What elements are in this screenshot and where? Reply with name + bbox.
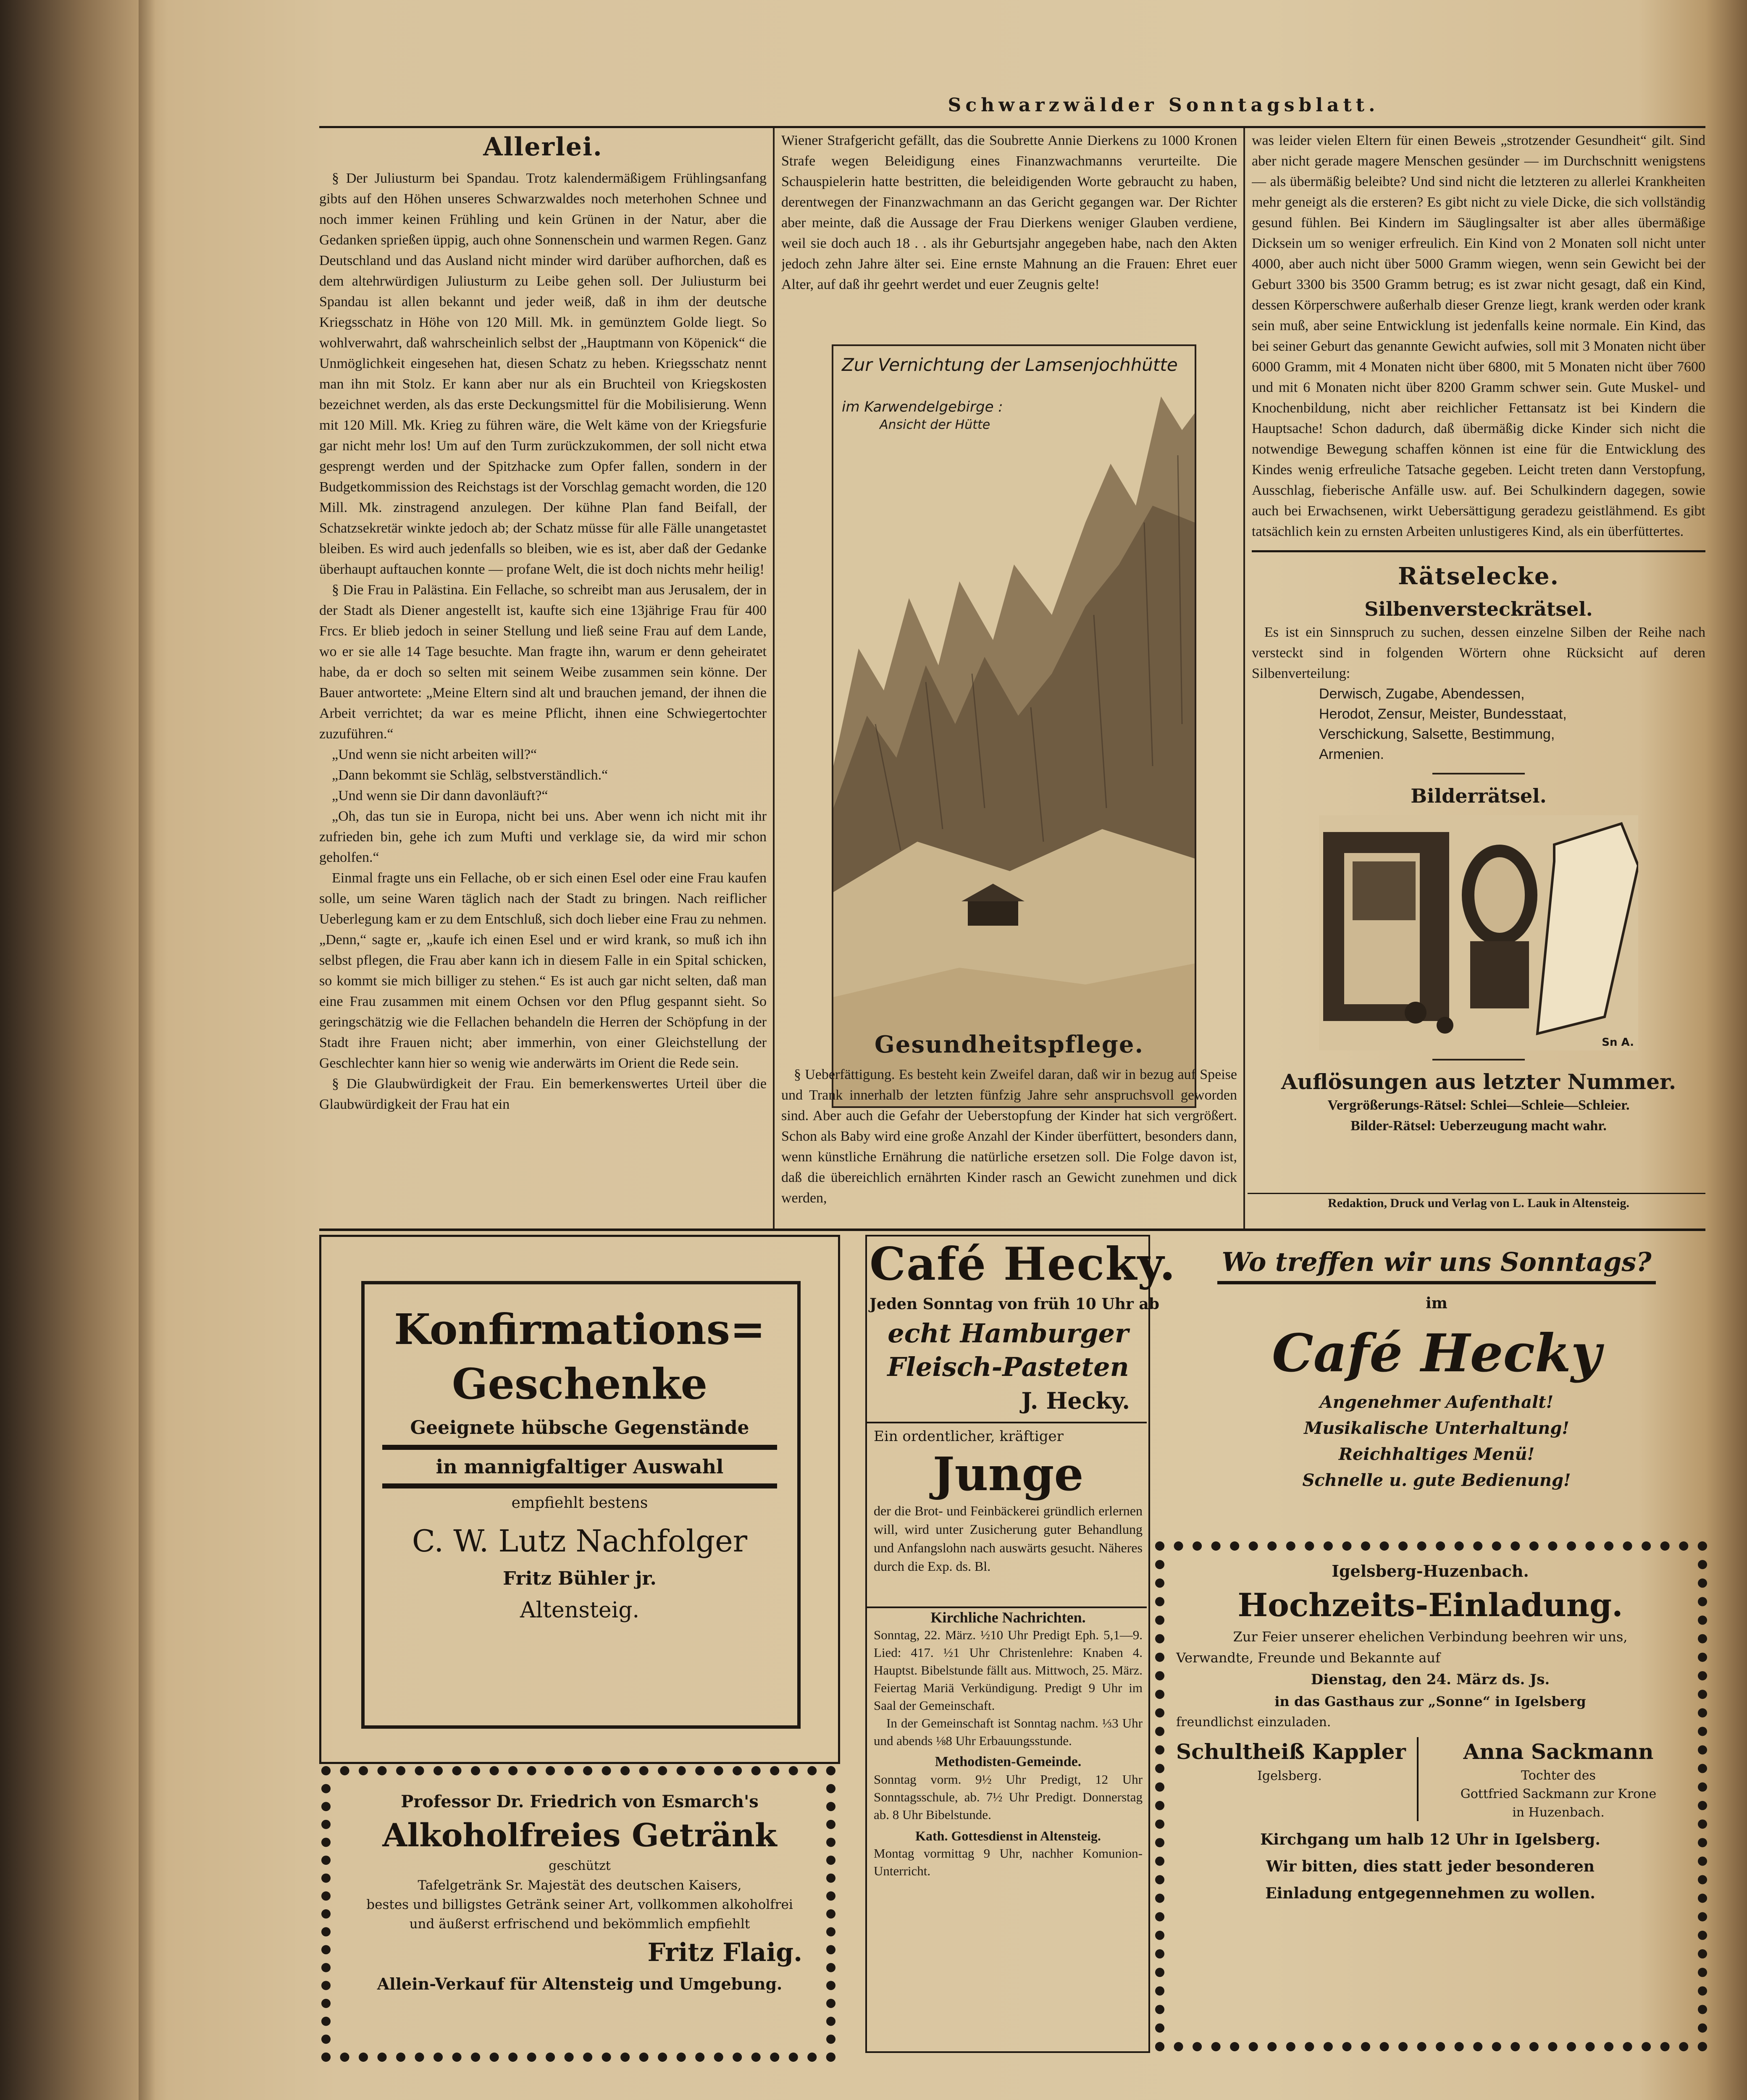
ad-alkohol-line6: und äußerst erfrischend und bekömmlich empfiehlt xyxy=(409,1916,750,1932)
ad-junge-line3: der die Brot- und Feinbäckerei gründlich erlernen will, wird unter Zusicherung guter Behandlung und Anfangslohn nach auswärts gesucht. Näheres durch die Exp. ds. Bl. xyxy=(874,1503,1143,1574)
ad-hochzeit-line7: freundlichst einzuladen. xyxy=(1176,1715,1331,1730)
raetselecke-title: Rätselecke. xyxy=(1398,562,1560,590)
church-title: Kirchliche Nachrichten. xyxy=(930,1609,1086,1626)
ad-alkohol-line3: geschützt xyxy=(549,1858,611,1873)
church-text-2: In der Gemeinschaft ist Sonntag nachm. ⅓3 Uhr und abends ⅛8 Uhr Erbauungsstunde. xyxy=(874,1716,1143,1748)
ad-hochzeit-line9: Wir bitten, dies statt jeder besonderen xyxy=(1266,1858,1595,1875)
ad-cafe-big-title: Café Hecky xyxy=(1272,1323,1601,1384)
article-fellache: Einmal fragte uns ein Fellache, ob er sich einen Esel oder eine Frau kaufen solle, um seine Waren täglich nach der Stadt zu bringen. Nach reiflicher Ueberlegung kam er zu dem Entschluß, sich doch lieber eine Frau zu nehmen. „Denn,“ sagte er, „kaufe ich einen Esel und er wird krank, so muß ich ihn selbst pflegen, die Frau aber kann ich in diesem Falle in ein Spital schicken, so kommt sie mich billiger zu stehen.“ Es ist auch gar nicht selten, daß man eine Frau zusammen mit einem Ochsen vor den Pflug gespannt sieht. So geringschätzig wie die Fellachen behandeln die Herren der Schöpfung in der Stadt ihre Frauen nicht; aber immerhin, von einer Gleichstellung der Geschlechter kann hier so wenig wie anderwärts im Orient die Rede sein. xyxy=(319,870,767,1071)
ad-alkohol xyxy=(349,1789,811,1997)
ad-hochzeit-line8: Kirchgang um halb 12 Uhr in Igelsberg. xyxy=(1260,1831,1600,1848)
ad-cafe-small-line1: Jeden Sonntag von früh 10 Uhr ab xyxy=(870,1295,1159,1313)
ad-hochzeit-divider xyxy=(1417,1737,1419,1821)
ad-konfirmation-line3: Geeignete hübsche Gegenstände xyxy=(410,1417,749,1438)
section-rule xyxy=(319,1228,1705,1231)
ad-cafe-big-im: im xyxy=(1426,1294,1448,1312)
aufloesung-1: Vergrößerungs-Rätsel: Schlei—Schleie—Schleier. xyxy=(1327,1097,1630,1113)
ad-hochzeit-right-2: Gottfried Sackmann zur Krone xyxy=(1460,1787,1657,1801)
ad-alkohol-line7: Fritz Flaig. xyxy=(647,1938,802,1967)
ad-hochzeit-line1: Igelsberg-Huzenbach. xyxy=(1332,1562,1529,1580)
ad-hochzeit-right-1: Tochter des xyxy=(1521,1768,1596,1783)
illustration-caption-1: Zur Vernichtung der Lamsenjochhütte xyxy=(842,354,1178,375)
column-rule-1 xyxy=(773,128,775,1228)
article-ueberfaettigung-cont: was leider vielen Eltern für einen Beweis „strotzender Gesundheit“ gilt. Sind aber nicht gerade magere Menschen gesünder — im Durchschnitt wenigstens — als übermäßig beleibte? Und sind nicht die letzteren zu allerlei Krankheiten mehr geneigt als die ersteren? Es gibt nicht zu viele Dicke, die sich vollständig gesund fühlen. Bei Kindern im Säuglingsalter ist aber alles übermäßige Dicksein um so weniger erfreulich. Ein Kind von 2 Monaten soll nicht unter 4000, aber auch nicht über 5000 Gramm wiegen, wenn sein Gewicht bei der Geburt 3300 bis 3500 Gramm betrug; es ist zwar nicht gesagt, daß ein Kind, dessen Körperschwere außerhalb dieser Grenze liegt, krank werden oder krank sein muß, aber seine Entwicklung ist jedenfalls keine normale. Ein Kind, das bei seiner Geburt das genannte Gewicht aufwies, soll mit 3 Monaten nicht über 6000 Gramm, mit 4 Monaten nicht über 6800, mit 5 Monaten nicht über 7600 und mit 6 Monaten nicht über 8200 Gramm schwer sein. Gute Muskel- und Knochenbildung, nicht aber reichlicher Fettansatz ist bei Kindern die Hauptsache! Schon dadurch, daß übermäßig dicke Kinder sich nicht die notwendige Bewegung schaffen können ist eine für die Entwicklung des Kindes wenig erfreuliche Tatsache gegeben. Leicht treten dann Verstopfung, Ausschlag, fieberische Anfälle usw. auf. Bei Schulkindern dagegen, sowie auch bei Erwachsenen, wirkt Uebersättigung geradezu geistlähmend. Es gibt tatsächlich kein zu ernsten Arbeiten unlustigeres Kind, als ein überfüttertes. xyxy=(1252,133,1705,539)
article-quote-4: „Oh, das tun sie in Europa, nicht bei uns. Aber wenn ich nicht mit ihr zufrieden bin, gehe ich zum Mufti und verklage sie, da wird mir schon geholfen.“ xyxy=(319,808,767,865)
ad-hochzeit xyxy=(1176,1558,1684,1907)
ad-konfirmation xyxy=(365,1302,794,1627)
ad-hochzeit-line3: Zur Feier unserer ehelichen Verbindung beehren wir uns, xyxy=(1233,1629,1628,1645)
kath-title: Kath. Gottesdienst in Altensteig. xyxy=(915,1828,1101,1843)
ad-alkohol-line4: Tafelgetränk Sr. Majestät des deutschen Kaisers, xyxy=(418,1878,742,1893)
silben-title: Silbenversteckrätsel. xyxy=(1364,598,1593,620)
silben-words-2: Herodot, Zensur, Meister, Bundesstaat, xyxy=(1319,706,1567,722)
gesundheitspflege-title: Gesundheitspflege. xyxy=(874,1031,1144,1058)
ad-cafe-small-title: Café Hecky. xyxy=(870,1238,1177,1291)
article-juliusturm: § Der Juliusturm bei Spandau. Trotz kalendermäßigem Frühlingsanfang gibts auf den Höhen unseres Schwarzwaldes noch meterhohen Schnee und noch immer keinen Frühling und kein Grünen in der Natur, aber die Gedanken sprießen üppig, auch ohne Sonnenschein und warmen Regen. Ganz Deutschland und das Ausland nicht minder wird darüber aufhorchen, daß es dem altehrwürdigen Juliusturm zu Leibe gehen soll. Der Juliusturm bei Spandau ist allen bekannt und jeder weiß, daß in ihm der deutsche Kriegsschatz in Höhe von 120 Mill. Mk. in gemünztem Golde liegt. So wohlverwahrt, daß wahrscheinlich selbst der „Hauptmann von Köpenick“ die Unmöglichkeit eingesehen hat, diesen Schatz zu heben. Kriegsschatz nennt man ihn mit Stolz. Er kann aber nur als ein Bruchteil von Kriegskosten bezeichnet werden, als das erste Deckungsmittel für die Mobilisierung. Wenn mit 120 Mill. Mk. Krieg zu führen wäre, die Welt käme von der Kriegsfurie gar nicht mehr los! Um auf den Turm zurückzukommen, der soll nicht etwa gesprengt werden und der Spitzhacke zum Opfer fallen, sondern in der Budgetkommission des Reichstags ist der Vorschlag gemacht worden, die 120 Mill. Mk. zinstragend anzulegen. Der kühne Plan fand Beifall, der Schatzsekretär winkte jedoch ab; der Schatz müsse für alle Fälle unangetastet bleiben. Es wird auch jedenfalls so bleiben, wie es ist, aber daß der Gedanke überhaupt auftauchen konnte — profane Welt, die ist doch nichts mehr heilig! xyxy=(319,171,767,577)
illustration-lamsenjochhuette xyxy=(832,344,1196,1108)
ad-alkohol-line2: Alkoholfreies Getränk xyxy=(382,1816,777,1854)
ad-konfirmation-line5: empfiehlt bestens xyxy=(511,1494,648,1512)
ad-hochzeit-left-place: Igelsberg. xyxy=(1257,1769,1322,1783)
article-quote-3: „Und wenn sie Dir dann davonläuft?“ xyxy=(332,788,548,803)
ad-hochzeit-line10: Einladung entgegennehmen zu wollen. xyxy=(1265,1885,1595,1902)
ad-konfirmation-line2: Geschenke xyxy=(452,1359,708,1409)
article-wiener-strafgericht: Wiener Strafgericht gefällt, das die Soubrette Annie Dierkens zu 1000 Kronen Strafe wegen Beleidigung eines Finanzwachmanns verurteilte. Die Schauspielerin hatte bestritten, die beleidigenden Worte gebraucht zu haben, derentwegen der Finanzwachmann an das Gericht gegangen war. Der Richter aber meinte, daß die Aussage der Frau Dierkens weniger Glauben verdiene, weil sie doch auch 18 . . als ihr Geburtsjahr angegeben habe, nach den Akten jedoch zehn Jahre älter sei. Eine ernste Mahnung an die Frauen: Ehret euer Alter, auf daß ihr geehrt werdet und euer Zeugnis gelte! xyxy=(781,133,1237,292)
ad-cafe-hecky-small xyxy=(870,1237,1177,1418)
book-page-edges xyxy=(139,0,155,2100)
bilderraetsel-title: Bilderrätsel. xyxy=(1411,785,1547,807)
ad-hochzeit-right-3: in Huzenbach. xyxy=(1512,1805,1605,1820)
rebus-signature: Sn A. xyxy=(1602,1036,1634,1049)
silben-words-3: Verschickung, Salsette, Bestimmung, xyxy=(1319,726,1555,742)
ad-cafe-small-line3: Fleisch-Pasteten xyxy=(887,1352,1129,1382)
mountain-hut-drawing xyxy=(833,346,1195,1106)
article-quote-1: „Und wenn sie nicht arbeiten will?“ xyxy=(332,747,537,762)
aufloesungen-title: Auflösungen aus letzter Nummer. xyxy=(1281,1069,1676,1094)
bilderraetsel-picture xyxy=(1319,815,1638,1050)
silben-words-1: Derwisch, Zugabe, Abendessen, xyxy=(1319,686,1525,702)
methodisten-text: Sonntag vorm. 9½ Uhr Predigt, 12 Uhr Sonntagsschule, ab. 7½ Uhr Predigt. Donnerstag ab. 8 Uhr Bibelstunde. xyxy=(874,1772,1143,1822)
ad-hochzeit-right-name: Anna Sackmann xyxy=(1463,1739,1654,1764)
article-glaubwuerdigkeit: § Die Glaubwürdigkeit der Frau. Ein bemerkenswertes Urteil über die Glaubwürdigkeit der Frau hat ein xyxy=(319,1076,767,1112)
ad-junge-line1: Ein ordentlicher, kräftiger xyxy=(874,1428,1064,1445)
ad-alkohol-line8: Allein-Verkauf für Altensteig und Umgebung. xyxy=(377,1974,783,1993)
ad-cafe-small-line4: J. Hecky. xyxy=(1021,1387,1130,1414)
column-3 xyxy=(1252,130,1705,1222)
ad-cafe-big-headline: Wo treffen wir uns Sonntags? xyxy=(1217,1243,1655,1284)
ad-cafe-big-line2: Musikalische Unterhaltung! xyxy=(1304,1418,1569,1438)
ad-cafe-big-line4: Schnelle u. gute Bedienung! xyxy=(1302,1470,1571,1490)
ad-cafe-big-line1: Angenehmer Aufenthalt! xyxy=(1319,1392,1554,1412)
ad-konfirmation-line7: Fritz Bühler jr. xyxy=(503,1568,657,1589)
aufloesung-2: Bilder-Rätsel: Ueberzeugung macht wahr. xyxy=(1350,1118,1607,1134)
ad-konfirmation-line4: in mannigfaltiger Auswahl xyxy=(382,1445,777,1488)
allerlei-title: Allerlei. xyxy=(483,132,603,162)
article-frau-palaestina: § Die Frau in Palästina. Ein Fellache, so schreibt man aus Jerusalem, der in der Stadt als Diener angestellt ist, kaufte sich eine 13jährige Frau für 400 Frcs. Er blieb jedoch in seiner Stellung und ließ seine Frau auf dem Lande, wo er sie alle 14 Tage besuchte. Man fragte ihn, warum er denn geheiratet habe, da er doch so selten mit seinem Weibe zusammen sein könne. Der Bauer antwortete: „Meine Eltern sind alt und brauchen jemand, der ihnen die Arbeit verrichtet; da war es meine Pflicht, ihnen eine Schwiegertochter zuzuführen.“ xyxy=(319,582,767,742)
kath-text: Montag vormittag 9 Uhr, nachher Komunion-Unterricht. xyxy=(874,1846,1143,1878)
ad-konfirmation-line1: Konfirmations= xyxy=(394,1305,765,1354)
imprint: Redaktion, Druck und Verlag von L. Lauk in Altensteig. xyxy=(1328,1196,1629,1210)
church-news xyxy=(874,1609,1143,1880)
column-2-lower xyxy=(781,1025,1237,1226)
ad-hochzeit-left-name: Schultheiß Kappler xyxy=(1176,1739,1406,1764)
divider xyxy=(1432,773,1525,774)
imprint-rule xyxy=(1248,1193,1705,1194)
ad-cafe-small-line2: echt Hamburger xyxy=(888,1318,1129,1349)
ad-cafe-big-line3: Reichhaltiges Menü! xyxy=(1338,1444,1535,1464)
ad-konfirmation-line8: Altensteig. xyxy=(520,1598,640,1623)
article-quote-2: „Dann bekommt sie Schläg, selbstverständlich.“ xyxy=(332,767,608,783)
church-text: Sonntag, 22. März. ½10 Uhr Predigt Eph. 5,1—9. Lied: 417. ½1 Uhr Christenlehre: Knaben 4. Hauptst. Bibelstunde fällt aus. Mittwoch, 25. März. Feiertag Mariä Verkündigung. Predigt 9 Uhr im Saal der Gemeinschaft. xyxy=(874,1628,1143,1713)
column-allerlei xyxy=(319,130,767,1222)
ad-alkohol-line5: bestes und billigstes Getränk seiner Art, vollkommen alkoholfrei xyxy=(366,1897,793,1912)
ad-hochzeit-line5: Dienstag, den 24. März ds. Js. xyxy=(1311,1671,1550,1688)
masthead: Schwarzwälder Sonntagsblatt. xyxy=(948,94,1379,116)
ad-konfirmation-line6: C. W. Lutz Nachfolger xyxy=(412,1523,748,1559)
ad-hochzeit-line2: Hochzeits-Einladung. xyxy=(1237,1586,1623,1624)
silben-text: Es ist ein Sinnspruch zu suchen, dessen einzelne Silben der Reihe nach versteckt sind in folgenden Wörtern ohne Rücksicht auf deren Silbenverteilung: xyxy=(1252,625,1705,681)
silben-words-4: Armenien. xyxy=(1319,746,1384,762)
ad-alkohol-line1: Professor Dr. Friedrich von Esmarch's xyxy=(401,1792,759,1811)
ad-hochzeit-line6: in das Gasthaus zur „Sonne“ in Igelsberg xyxy=(1274,1693,1586,1709)
rule-junge-church xyxy=(867,1606,1147,1608)
top-rule xyxy=(319,126,1705,128)
ad-junge-line2: Junge xyxy=(933,1447,1084,1501)
column-rule-2 xyxy=(1243,128,1245,1228)
article-ueberfaettigung: § Ueberfättigung. Es besteht kein Zweifel daran, daß wir in bezug auf Speise und Trank innerhalb der letzten fünfzig Jahre sehr anspruchsvoll geworden sind. Aber auch die Gefahr der Ueberstopfung der Kinder hat sich vergrößert. Schon als Baby wird eine große Anzahl der Kinder überfüttert, besonders dann, wenn künstliche Ernährung die natürliche ersetzen soll. Die Folge davon ist, daß die übereichlich ernährten Kinder rasch an Gewicht zunehmen und dick werden, xyxy=(781,1067,1237,1206)
ad-hochzeit-line4: Verwandte, Freunde und Bekannte auf xyxy=(1176,1650,1440,1666)
rule-cafe-junge xyxy=(867,1422,1147,1423)
ad-cafe-hecky-big xyxy=(1168,1243,1705,1494)
illustration-caption-3: Ansicht der Hütte xyxy=(880,417,990,432)
newspaper-page xyxy=(311,84,1731,2100)
raetsel-rule xyxy=(1252,550,1705,552)
ad-junge xyxy=(874,1426,1143,1575)
illustration-caption-2: im Karwendelgebirge : xyxy=(842,399,1003,415)
divider-2 xyxy=(1432,1059,1525,1060)
methodisten-title: Methodisten-Gemeinde. xyxy=(935,1754,1082,1769)
rebus-drawing xyxy=(1319,815,1638,1050)
